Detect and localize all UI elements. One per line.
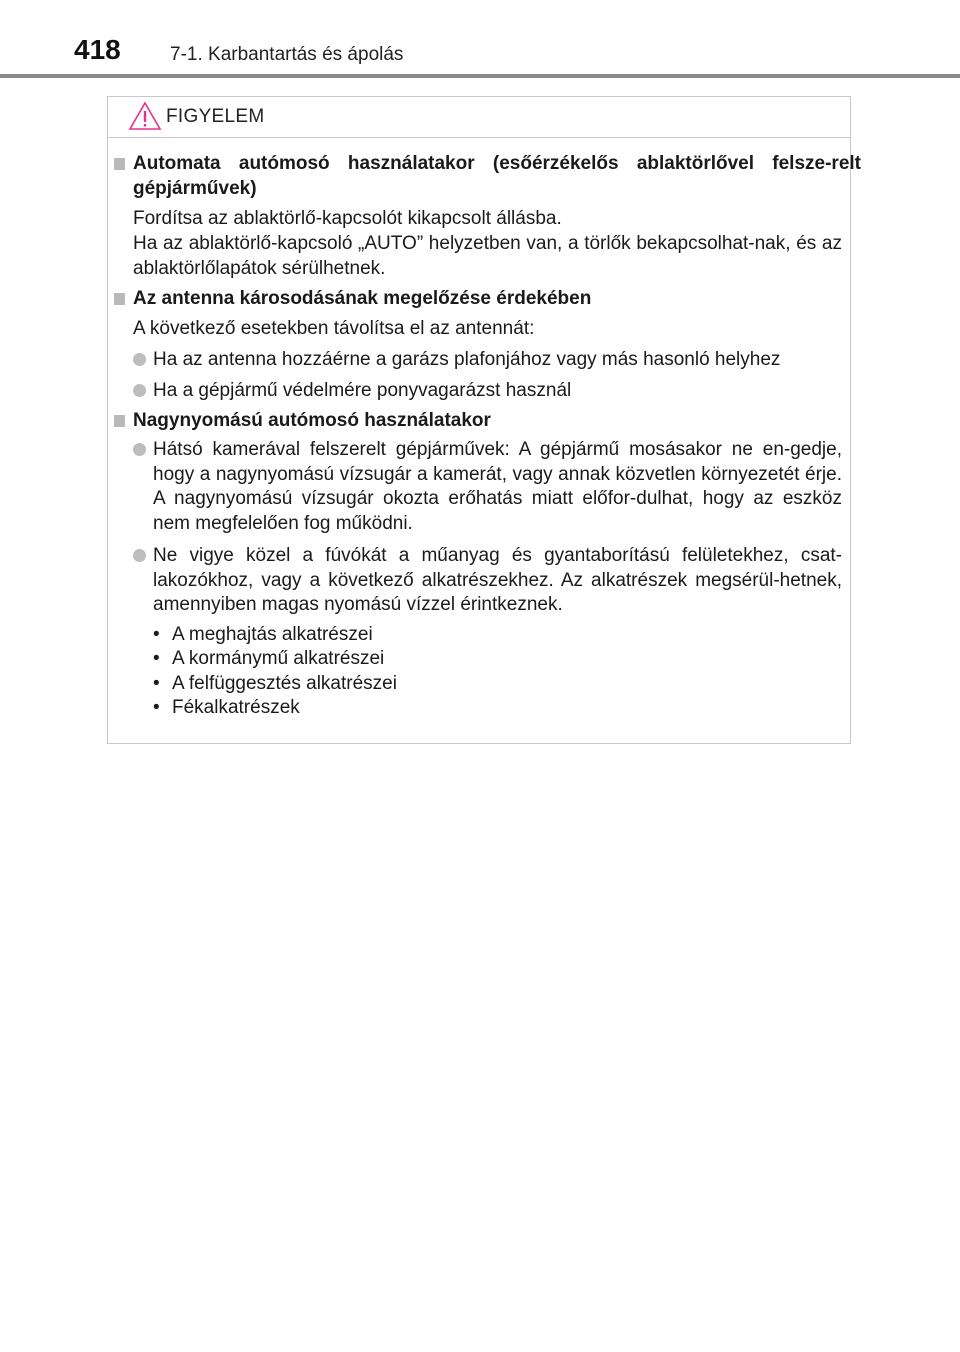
warning-triangle-icon — [128, 101, 162, 131]
list-item: Ha a gépjármű védelmére ponyvagarázst használ — [133, 379, 842, 404]
warning-header — [108, 97, 850, 138]
paragraph: Ha az ablaktörlő-kapcsoló „AUTO” helyzetben van, a törlők bekapcsolhat-nak, és az ablaktörlőlapátok sérülhetnek. — [133, 233, 842, 279]
sub-list-item: • A meghajtás alkatrészei — [153, 623, 833, 648]
warning-title: FIGYELEM — [166, 106, 265, 127]
list-item: Hátsó kamerával felszerelt gépjárművek: A gépjármű mosásakor ne en-gedje, hogy a nagynyomású vízsugár a kamerát, vagy annak közvetlen környezetét érje. A nagynyomású vízsugár okozta erőhatás miatt előfor-dulhat, hogy az eszköz nem megfelelően fog működni. — [133, 438, 842, 536]
section-title: 7-1. Karbantartás és ápolás — [170, 44, 404, 65]
square-bullet-icon — [114, 415, 125, 427]
section-heading: Nagynyomású autómosó használatakor — [114, 409, 861, 434]
section-heading: Az antenna károsodásának megelőzése érdekében — [114, 287, 861, 312]
sub-list-item: • A felfüggesztés alkatrészei — [153, 672, 833, 697]
sub-list-item: • A kormánymű alkatrészei — [153, 647, 833, 672]
list-item: Ha az antenna hozzáérne a garázs plafonjához vagy más hasonló helyhez — [133, 348, 842, 373]
circle-bullet-icon — [133, 384, 146, 397]
warning-box — [107, 96, 861, 744]
paragraph: Fordítsa az ablaktörlő-kapcsolót kikapcsolt állásba. — [133, 208, 562, 229]
circle-bullet-icon — [133, 549, 146, 562]
page-number: 418 — [74, 34, 121, 65]
circle-bullet-icon — [133, 443, 146, 456]
sub-list-item: • Fékalkatrészek — [153, 696, 833, 721]
section-heading: Automata autómosó használatakor (esőérzékelős ablaktörlővel felsze-relt gépjárművek) — [114, 152, 861, 201]
list-item: Ne vigye közel a fúvókát a műanyag és gyantaborítású felületekhez, csat-lakozókhoz, vagy a következő alkatrészekhez. Az alkatrészek megsérül-hetnek, amennyiben magas nyomású vízzel érintkeznek. — [133, 544, 842, 618]
square-bullet-icon — [114, 158, 125, 170]
header-rule — [0, 74, 960, 78]
circle-bullet-icon — [133, 353, 146, 366]
paragraph: A következő esetekben távolítsa el az antennát: — [133, 318, 535, 339]
page-header — [0, 0, 960, 80]
square-bullet-icon — [114, 293, 125, 305]
